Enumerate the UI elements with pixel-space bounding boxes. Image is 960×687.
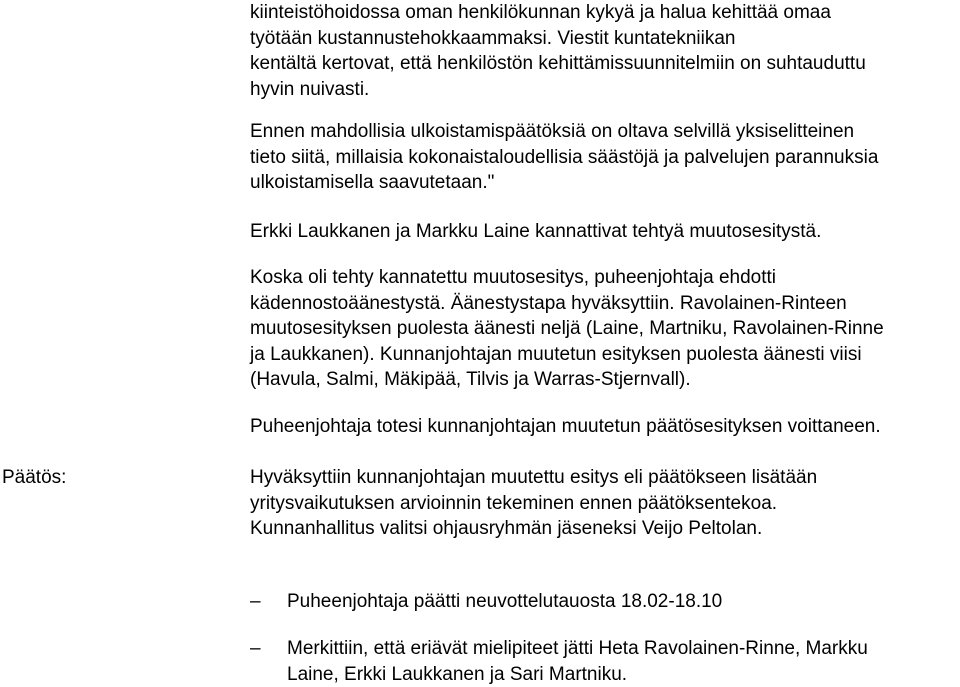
decision-text: Hyväksyttiin kunnanjohtajan muutettu esitys eli päätökseen lisätään yritysvaikutuksen arvioinnin tekeminen ennen päätöksentekoa. Kunnanhallitus valitsi ohjausryhmän jäseneksi Veijo Peltolan. bbox=[250, 467, 818, 540]
paragraph-support: Erkki Laukkanen ja Markku Laine kannattivat tehtyä muutosesitystä. bbox=[250, 221, 822, 242]
list-item-dissent: Merkittiin, että eriävät mielipiteet jätti Heta Ravolainen-Rinne, Markku Laine, Erkki Laukkanen ja Sari Martniku. bbox=[287, 638, 868, 685]
list-bullet-dash: – bbox=[250, 638, 261, 659]
paragraph-quote-end: Ennen mahdollisia ulkoistamispäätöksiä on oltava selvillä yksiselitteinen tieto siitä, millaisia kokonaistaloudellisia säästöjä ja palvelujen parannuksia ulkoistamisella saavutetaan." bbox=[250, 121, 879, 194]
decision-label: Päätös: bbox=[2, 467, 67, 488]
paragraph-vote: Koska oli tehty kannatettu muutosesitys, puheenjohtaja ehdotti kädennostoäänestystä. Äänestystapa hyväksyttiin. Ravolainen-Rinteen muutosesityksen puolesta äänesti neljä (Laine, Martniku, Ravolainen-Rinne ja Laukkanen). Kunnanjohtajan muutetun esityksen puolesta äänesti viisi (Havula, Salmi, Mäkipää, Tilvis ja Warras-Stjernvall). bbox=[250, 267, 884, 391]
paragraph-chair-result: Puheenjohtaja totesi kunnanjohtajan muutetun päätösesityksen voittaneen. bbox=[250, 416, 881, 437]
list-bullet-dash: – bbox=[250, 591, 261, 612]
paragraph-intro: kiinteistöhoidossa oman henkilökunnan kykyä ja halua kehittää omaa työtään kustannustehokkaammaksi. Viestit kuntatekniikan kentältä kertovat, että henkilöstön kehittämissuunnitelmiin on suhtauduttu hyvin nuivasti. bbox=[250, 2, 866, 100]
list-item-break: Puheenjohtaja päätti neuvottelutauosta 18.02-18.10 bbox=[287, 591, 723, 612]
